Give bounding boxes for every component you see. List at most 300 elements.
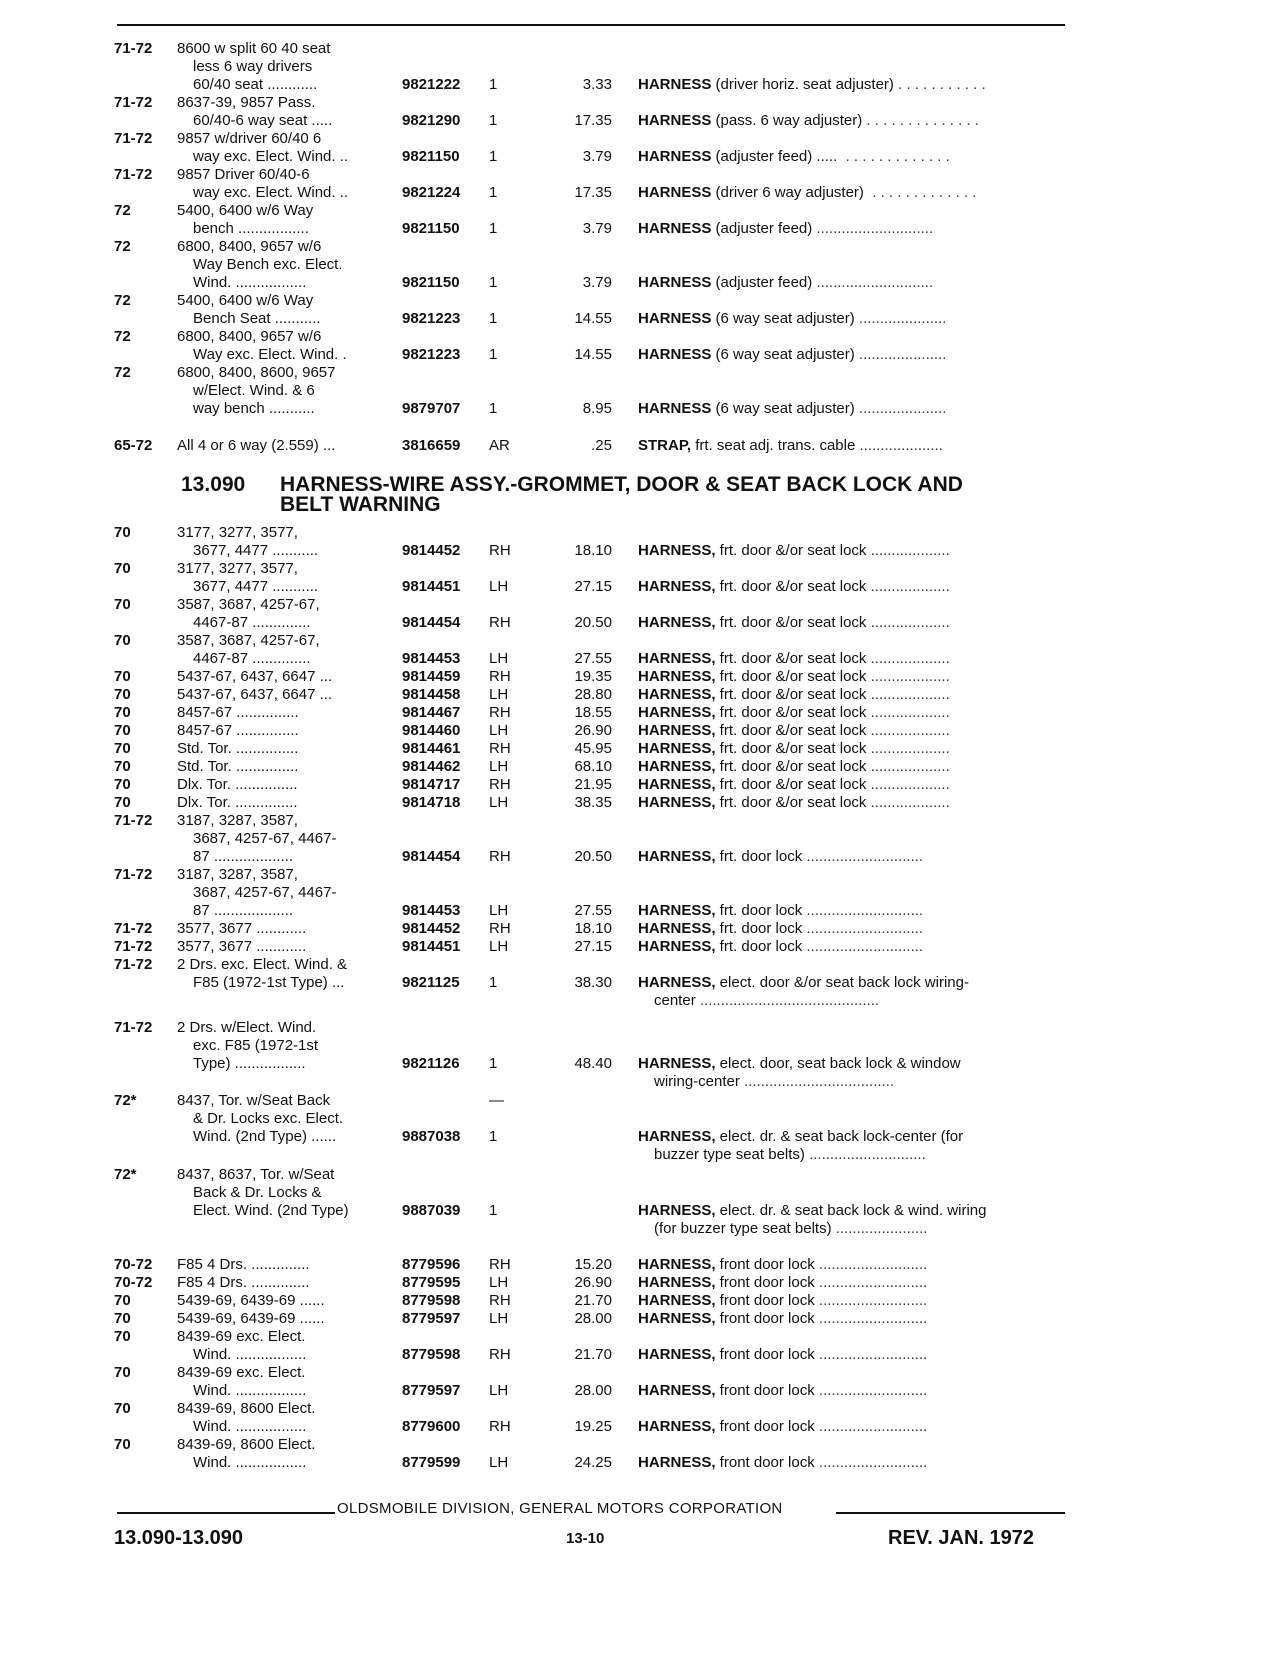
description-text: frt. door lock (715, 848, 807, 865)
dot-leader: .......................... (818, 1274, 928, 1291)
application-cell: 6800, 8400, 9657 w/6 (177, 238, 322, 255)
part-number-cell: 9887039 (402, 1202, 461, 1219)
application-cell: 3677, 4477 ........... (193, 542, 319, 559)
application-cell: 8600 w split 60 40 seat (177, 40, 331, 57)
dot-leader: ................... (870, 704, 950, 721)
price-cell: 3.79 (582, 220, 612, 237)
description-text: center (654, 992, 700, 1009)
application-cell: 4467-87 .............. (193, 614, 311, 631)
part-number-cell: 9814454 (402, 848, 461, 865)
quantity-cell: RH (489, 1418, 511, 1435)
footer-rule-left (117, 1512, 335, 1514)
application-cell: 3577, 3677 ............ (177, 920, 307, 937)
description-cell (638, 938, 1066, 956)
quantity-cell: RH (489, 614, 511, 631)
description-keyword: HARNESS, (638, 848, 716, 865)
description-cell (638, 1055, 1066, 1073)
part-number-cell: 9821150 (402, 274, 460, 291)
year-cell: 72* (114, 1092, 137, 1109)
dot-leader: ............................ (806, 938, 924, 955)
description-text: (6 way seat adjuster) (711, 310, 859, 327)
description-keyword: HARNESS, (638, 1256, 716, 1273)
description-cell (638, 184, 1066, 202)
application-cell: 3687, 4257-67, 4467- (193, 830, 337, 847)
year-cell: 71-72 (114, 956, 153, 973)
application-cell: 5439-69, 6439-69 ...... (177, 1310, 325, 1327)
description-cell (638, 76, 1066, 94)
year-cell: 71-72 (114, 130, 153, 147)
part-number-cell: 8779596 (402, 1256, 461, 1273)
description-text: frt. door &/or seat lock (715, 794, 871, 811)
description-keyword: HARNESS, (638, 794, 716, 811)
application-cell: 5437-67, 6437, 6647 ... (177, 668, 333, 685)
year-cell: 72 (114, 328, 131, 345)
year-cell: 70 (114, 1310, 131, 1327)
year-cell: 72* (114, 1166, 137, 1183)
description-cell (638, 704, 1066, 722)
description-keyword: HARNESS, (638, 740, 716, 757)
quantity-cell: LH (489, 938, 509, 955)
description-text: front door lock (715, 1346, 819, 1363)
application-cell: Dlx. Tor. ............... (177, 794, 298, 811)
quantity-cell: LH (489, 686, 509, 703)
quantity-cell: RH (489, 1346, 511, 1363)
quantity-cell: AR (489, 437, 510, 454)
description-cell (638, 148, 1066, 166)
description-text: front door lock (715, 1256, 819, 1273)
description-cell (654, 1073, 1082, 1091)
application-cell: exc. F85 (1972-1st (193, 1037, 319, 1054)
price-cell: 8.95 (582, 400, 612, 417)
description-cell (638, 974, 1066, 992)
price-cell: 18.55 (574, 704, 612, 721)
year-cell: 70 (114, 1436, 131, 1453)
price-cell: 28.00 (574, 1382, 612, 1399)
description-text: elect. dr. & seat back lock-center (for (715, 1128, 964, 1145)
application-cell: 60/40 seat ............ (193, 76, 318, 93)
part-number-cell: 8779599 (402, 1454, 461, 1471)
price-cell: 19.25 (574, 1418, 612, 1435)
application-cell: bench ................. (193, 220, 309, 237)
part-number-cell: 9821222 (402, 76, 461, 93)
year-cell: 72 (114, 238, 131, 255)
dot-leader: ........................................... (699, 992, 880, 1009)
description-cell (638, 112, 1066, 130)
year-cell: 70 (114, 722, 131, 739)
application-cell: & Dr. Locks exc. Elect. (193, 1110, 344, 1127)
part-number-cell: 9814453 (402, 902, 461, 919)
description-cell (638, 848, 1066, 866)
application-cell: 4467-87 .............. (193, 650, 311, 667)
description-keyword: HARNESS (638, 220, 712, 237)
year-cell: 70 (114, 1364, 131, 1381)
part-number-cell: 9814462 (402, 758, 461, 775)
part-number-cell: 9814454 (402, 614, 461, 631)
description-cell (638, 1128, 1066, 1146)
year-cell: 71-72 (114, 812, 153, 829)
application-cell: F85 4 Drs. .............. (177, 1274, 310, 1291)
description-keyword: HARNESS, (638, 668, 716, 685)
description-text: frt. door &/or seat lock (715, 668, 871, 685)
quantity-cell: LH (489, 794, 509, 811)
dot-leader: ................... (870, 776, 950, 793)
description-cell (654, 992, 1082, 1010)
application-cell: Wind. ................. (193, 1418, 307, 1435)
dot-leader: ............................ (816, 220, 934, 237)
price-cell: 21.95 (574, 776, 612, 793)
application-cell: 8637-39, 9857 Pass. (177, 94, 316, 111)
year-cell: 70 (114, 668, 131, 685)
dot-leader: .......................... (818, 1454, 928, 1471)
year-cell: 70 (114, 686, 131, 703)
application-cell: Dlx. Tor. ............... (177, 776, 298, 793)
year-cell: 72 (114, 202, 131, 219)
description-text: (adjuster feed) ..... (711, 148, 838, 165)
application-cell: Wind. (2nd Type) ...... (193, 1128, 337, 1145)
quantity-cell: RH (489, 920, 511, 937)
description-text: frt. door &/or seat lock (715, 686, 871, 703)
part-number-cell: 9821290 (402, 112, 461, 129)
description-cell (638, 220, 1066, 238)
description-text: front door lock (715, 1274, 819, 1291)
price-cell: 28.80 (574, 686, 612, 703)
dot-leader: ................... (870, 758, 950, 775)
application-cell: 3187, 3287, 3587, (177, 866, 298, 883)
description-cell (638, 1382, 1066, 1400)
description-cell (638, 400, 1066, 418)
description-keyword: HARNESS, (638, 1055, 716, 1072)
quantity-cell: RH (489, 1256, 511, 1273)
year-cell: 70 (114, 758, 131, 775)
dot-leader: ..................... (858, 310, 947, 327)
price-cell: 38.35 (574, 794, 612, 811)
application-cell: 8457-67 ............... (177, 722, 299, 739)
description-cell (638, 542, 1066, 560)
dot-leader: ..................... (858, 400, 947, 417)
footer-rule-right (836, 1512, 1065, 1514)
part-number-cell: 8779597 (402, 1310, 461, 1327)
description-cell (638, 614, 1066, 632)
application-cell: F85 (1972-1st Type) ... (193, 974, 345, 991)
footer-page-range: 13.090-13.090 (114, 1527, 244, 1549)
description-cell (638, 902, 1066, 920)
description-keyword: HARNESS, (638, 1274, 716, 1291)
part-number-cell: 9814467 (402, 704, 461, 721)
dot-leader: ................... (870, 650, 950, 667)
quantity-cell: 1 (489, 346, 498, 363)
description-text: wiring-center (654, 1073, 745, 1090)
description-keyword: HARNESS, (638, 1202, 716, 1219)
description-keyword: HARNESS (638, 274, 712, 291)
year-cell: 70 (114, 794, 131, 811)
description-text: frt. door lock (715, 902, 807, 919)
footer-revision: REV. JAN. 1972 (888, 1527, 1035, 1549)
footer-page-number: 13-10 (566, 1530, 605, 1547)
year-cell: 70 (114, 632, 131, 649)
description-cell (638, 274, 1066, 292)
price-cell: 3.33 (582, 76, 612, 93)
application-cell: Back & Dr. Locks & (193, 1184, 322, 1201)
dot-leader: ............................ (809, 1146, 926, 1163)
description-keyword: HARNESS, (638, 1310, 716, 1327)
description-cell (638, 794, 1066, 812)
quantity-cell: RH (489, 1292, 511, 1309)
price-cell: 18.10 (574, 542, 612, 559)
application-cell: F85 4 Drs. .............. (177, 1256, 310, 1273)
application-cell: 6800, 8400, 8600, 9657 (177, 364, 336, 381)
description-cell (638, 920, 1066, 938)
application-cell: Std. Tor. ............... (177, 740, 299, 757)
application-cell: Way exc. Elect. Wind. . (193, 346, 347, 363)
section-number: 13.090 (181, 473, 246, 496)
description-keyword: HARNESS, (638, 686, 716, 703)
part-number-cell: 8779595 (402, 1274, 461, 1291)
description-keyword: HARNESS, (638, 1382, 716, 1399)
part-number-cell: 9814452 (402, 920, 461, 937)
part-number-cell: 3816659 (402, 437, 461, 454)
dot-leader: . . . . . . . . . . . (893, 76, 986, 93)
application-cell: Wind. ................. (193, 1346, 307, 1363)
price-cell: .25 (591, 437, 612, 454)
description-keyword: HARNESS (638, 400, 712, 417)
application-cell: 3587, 3687, 4257-67, (177, 632, 320, 649)
application-cell: 8439-69 exc. Elect. (177, 1328, 306, 1345)
quantity-cell: LH (489, 1454, 509, 1471)
description-keyword: HARNESS, (638, 938, 716, 955)
price-cell: 26.90 (574, 722, 612, 739)
application-cell: 3587, 3687, 4257-67, (177, 596, 320, 613)
price-cell: 27.15 (574, 938, 612, 955)
dot-leader: ............................ (816, 274, 934, 291)
price-cell: 15.20 (574, 1256, 612, 1273)
price-cell: 18.10 (574, 920, 612, 937)
dot-leader: ................... (870, 794, 950, 811)
description-text: frt. seat adj. trans. cable (691, 437, 860, 454)
quantity-cell: 1 (489, 112, 498, 129)
part-number-cell: 9814451 (402, 578, 461, 595)
description-text: (driver 6 way adjuster) (711, 184, 864, 201)
description-keyword: HARNESS (638, 184, 712, 201)
description-text: front door lock (715, 1418, 819, 1435)
year-cell: 70 (114, 1328, 131, 1345)
description-text: frt. door &/or seat lock (715, 704, 871, 721)
dot-leader: ................... (870, 722, 950, 739)
description-cell (638, 1418, 1066, 1436)
price-cell: 28.00 (574, 1310, 612, 1327)
application-cell: Wind. ................. (193, 1382, 307, 1399)
quantity-cell: RH (489, 848, 511, 865)
quantity-cell: RH (489, 668, 511, 685)
price-cell: 27.55 (574, 650, 612, 667)
application-cell: way exc. Elect. Wind. .. (193, 148, 349, 165)
year-cell: 71-72 (114, 40, 153, 57)
part-number-cell: 9814717 (402, 776, 461, 793)
dot-leader: .................................... (744, 1073, 895, 1090)
price-cell: 27.55 (574, 902, 612, 919)
application-cell: way exc. Elect. Wind. .. (193, 184, 349, 201)
part-number-cell: 9814451 (402, 938, 461, 955)
description-cell (638, 1256, 1066, 1274)
description-keyword: HARNESS, (638, 614, 716, 631)
quantity-cell: LH (489, 650, 509, 667)
year-cell: 70 (114, 740, 131, 757)
quantity-cell: 1 (489, 400, 498, 417)
application-cell: Way Bench exc. Elect. (193, 256, 343, 273)
part-number-cell: 9814459 (402, 668, 461, 685)
dot-leader: .......................... (818, 1292, 928, 1309)
description-cell (638, 1310, 1066, 1328)
quantity-cell: 1 (489, 148, 498, 165)
application-cell: 3687, 4257-67, 4467- (193, 884, 337, 901)
quantity-cell: LH (489, 758, 509, 775)
section-title-line2: BELT WARNING (280, 493, 441, 516)
description-text: frt. door &/or seat lock (715, 614, 871, 631)
dot-leader: ............................ (806, 902, 924, 919)
description-text: frt. door &/or seat lock (715, 650, 871, 667)
description-text: (pass. 6 way adjuster) (711, 112, 863, 129)
description-text: (driver horiz. seat adjuster) (711, 76, 894, 93)
part-number-cell: 9821223 (402, 346, 461, 363)
description-keyword: HARNESS, (638, 902, 716, 919)
description-text: (adjuster feed) (711, 274, 817, 291)
description-cell (638, 1292, 1066, 1310)
dot-leader: .......................... (818, 1346, 928, 1363)
description-cell (638, 437, 1066, 455)
application-cell: 3187, 3287, 3587, (177, 812, 298, 829)
quantity-cell: 1 (489, 1202, 498, 1219)
part-number-cell: 8779598 (402, 1346, 461, 1363)
description-cell (638, 722, 1066, 740)
year-cell: 70 (114, 1400, 131, 1417)
footer-division: OLDSMOBILE DIVISION, GENERAL MOTORS CORPORATION (337, 1500, 783, 1517)
dot-leader: .......................... (818, 1382, 928, 1399)
application-cell: 6800, 8400, 9657 w/6 (177, 328, 322, 345)
quantity-cell: RH (489, 704, 511, 721)
description-cell (638, 650, 1066, 668)
description-text: frt. door lock (715, 920, 807, 937)
part-number-cell: 9821150 (402, 148, 460, 165)
price-cell: 19.35 (574, 668, 612, 685)
description-keyword: HARNESS, (638, 542, 716, 559)
description-text: frt. door &/or seat lock (715, 740, 871, 757)
description-cell (638, 758, 1066, 776)
application-cell: 8457-67 ............... (177, 704, 299, 721)
year-cell: 71-72 (114, 938, 153, 955)
quantity-cell: 1 (489, 974, 498, 991)
description-cell (638, 310, 1066, 328)
application-cell: 3177, 3277, 3577, (177, 560, 298, 577)
year-cell: 71-72 (114, 1019, 153, 1036)
description-keyword: HARNESS, (638, 1418, 716, 1435)
dot-leader: ..................... (858, 346, 947, 363)
price-cell: 3.79 (582, 148, 612, 165)
year-cell: 70 (114, 704, 131, 721)
description-keyword: HARNESS (638, 148, 712, 165)
description-keyword: HARNESS, (638, 1454, 716, 1471)
description-keyword: HARNESS, (638, 650, 716, 667)
description-text: (adjuster feed) (711, 220, 817, 237)
dot-leader: .......................... (818, 1256, 928, 1273)
year-cell: 70 (114, 776, 131, 793)
description-text: front door lock (715, 1454, 819, 1471)
part-number-cell: 9814452 (402, 542, 461, 559)
part-number-cell: 9814460 (402, 722, 461, 739)
description-keyword: HARNESS, (638, 1292, 716, 1309)
price-cell: 21.70 (574, 1292, 612, 1309)
description-cell (638, 1346, 1066, 1364)
application-cell: 9857 w/driver 60/40 6 (177, 130, 322, 147)
price-cell: 38.30 (574, 974, 612, 991)
application-cell: 8437, Tor. w/Seat Back (177, 1092, 331, 1109)
quantity-cell: 1 (489, 184, 498, 201)
description-keyword: HARNESS (638, 76, 712, 93)
dot-leader: ................... (870, 542, 950, 559)
application-cell: Wind. ................. (193, 274, 307, 291)
description-text: front door lock (715, 1382, 819, 1399)
description-text: frt. door &/or seat lock (715, 578, 871, 595)
description-text: (6 way seat adjuster) (711, 400, 859, 417)
description-keyword: HARNESS, (638, 704, 716, 721)
part-number-cell: 9814453 (402, 650, 461, 667)
year-cell: 70-72 (114, 1256, 153, 1273)
quantity-cell: LH (489, 1274, 509, 1291)
dot-leader: ................... (870, 578, 950, 595)
description-cell (638, 740, 1066, 758)
application-cell: 8439-69 exc. Elect. (177, 1364, 306, 1381)
description-text: frt. door &/or seat lock (715, 758, 871, 775)
description-cell (638, 346, 1066, 364)
application-cell: 3677, 4477 ........... (193, 578, 319, 595)
price-cell: 45.95 (574, 740, 612, 757)
part-number-cell: 8779597 (402, 1382, 461, 1399)
application-cell: 87 ................... (193, 848, 294, 865)
part-number-cell: 9879707 (402, 400, 461, 417)
price-cell: 14.55 (574, 346, 612, 363)
price-cell: 68.10 (574, 758, 612, 775)
description-keyword: HARNESS, (638, 1346, 716, 1363)
description-keyword: STRAP, (638, 437, 692, 454)
description-keyword: HARNESS (638, 346, 712, 363)
description-cell (638, 1202, 1066, 1220)
year-cell: 70 (114, 1292, 131, 1309)
dot-leader: ............................ (806, 920, 924, 937)
year-cell: 70 (114, 596, 131, 613)
part-number-cell: 8779600 (402, 1418, 461, 1435)
description-keyword: HARNESS, (638, 722, 716, 739)
application-cell: way bench ........... (193, 400, 315, 417)
price-cell: 24.25 (574, 1454, 612, 1471)
dot-leader: . . . . . . . . . . . . . (863, 184, 977, 201)
price-cell: 14.55 (574, 310, 612, 327)
dot-leader: ................... (870, 614, 950, 631)
application-cell: less 6 way drivers (193, 58, 313, 75)
description-keyword: HARNESS (638, 112, 712, 129)
year-cell: 70 (114, 560, 131, 577)
application-cell: Elect. Wind. (2nd Type) (193, 1202, 349, 1219)
quantity-cell: 1 (489, 220, 498, 237)
price-cell: 20.50 (574, 614, 612, 631)
dot-leader: ...................... (835, 1220, 928, 1237)
top-rule (117, 24, 1065, 26)
application-cell: 8439-69, 8600 Elect. (177, 1400, 316, 1417)
quantity-cell: 1 (489, 1055, 498, 1072)
application-cell: 3177, 3277, 3577, (177, 524, 298, 541)
application-cell: 8439-69, 8600 Elect. (177, 1436, 316, 1453)
description-text: front door lock (715, 1292, 819, 1309)
part-number-cell: 9814458 (402, 686, 461, 703)
quantity-cell: RH (489, 740, 511, 757)
description-text: frt. door &/or seat lock (715, 776, 871, 793)
